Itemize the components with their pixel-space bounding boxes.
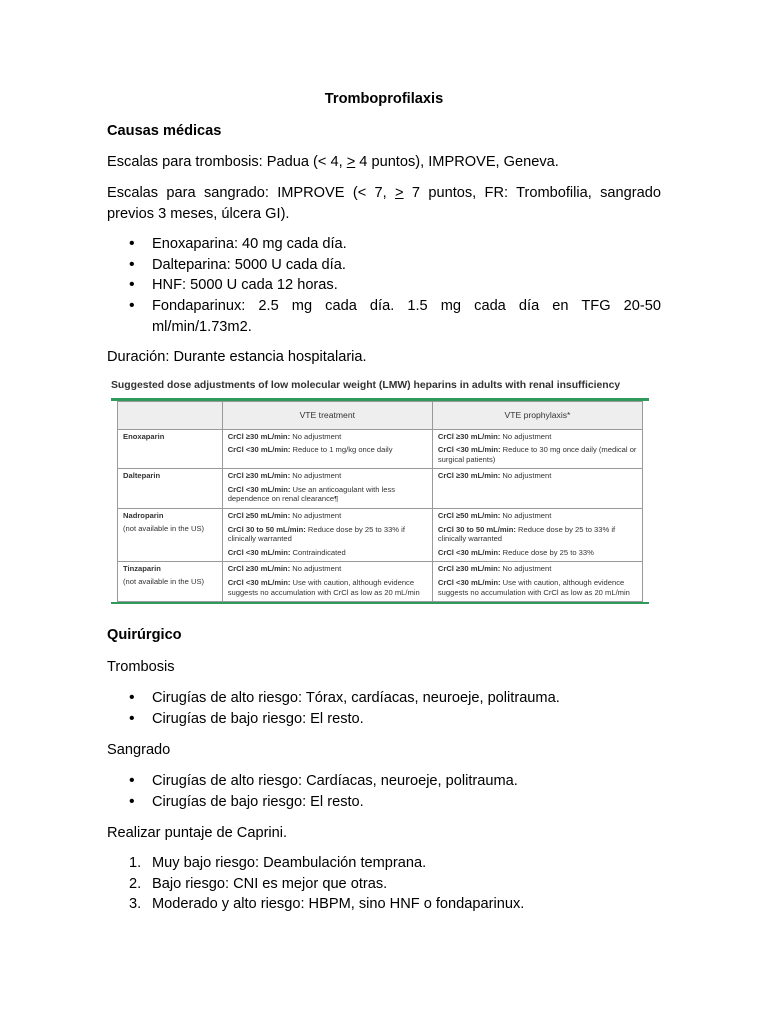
crcl-threshold: CrCl ≥30 mL/min:	[437, 431, 501, 441]
crcl-threshold: CrCl <30 mL/min:	[227, 547, 291, 557]
table-header-treatment: VTE treatment	[222, 401, 432, 429]
list-number: 1.	[129, 855, 142, 871]
drug-name: Nadroparin	[123, 511, 164, 521]
list-item	[107, 853, 661, 874]
table-cell-prophylaxis	[432, 509, 642, 562]
table-bottom-rule	[111, 602, 649, 604]
drug-availability-note: (not available in the US)	[123, 577, 205, 587]
dose-line	[228, 578, 427, 597]
caprini-paragraph: Realizar puntaje de Caprini.	[107, 825, 288, 841]
table-cell-drug	[118, 562, 223, 602]
list-item-text: Cirugías de alto riesgo: Cardíacas, neuroeje, politrauma.	[152, 773, 518, 789]
bullet-icon: •	[129, 689, 135, 706]
bullet-icon: •	[129, 255, 135, 273]
surgical-bleeding-risk-list	[107, 771, 661, 812]
bullet-icon: •	[129, 792, 135, 810]
list-item	[107, 894, 661, 915]
crcl-threshold: CrCl ≥50 mL/min:	[227, 511, 291, 521]
table-caption: Suggested dose adjustments of low molecular weight (LMW) heparins in adults with renal insufficiency	[111, 380, 621, 391]
prophylaxis-drug-list	[107, 234, 661, 338]
crcl-threshold: CrCl <30 mL/min:	[227, 578, 291, 588]
bullet-icon: •	[129, 772, 135, 789]
list-item-text: Muy bajo riesgo: Deambulación temprana.	[152, 855, 427, 871]
dose-line	[228, 548, 427, 558]
dose-instruction: No adjustment	[500, 511, 552, 521]
list-item	[107, 296, 661, 337]
crcl-threshold: CrCl ≥30 mL/min:	[227, 471, 291, 481]
dose-line	[438, 471, 637, 481]
table-header-prophylaxis: VTE prophylaxis*	[432, 401, 642, 429]
dose-line	[438, 525, 637, 544]
bullet-icon: •	[129, 235, 135, 252]
dose-instruction: No adjustment	[290, 431, 342, 441]
dose-line	[228, 511, 427, 521]
document-title: Tromboprofilaxis	[324, 91, 444, 107]
table-cell-treatment	[222, 562, 432, 602]
renal-dose-table-image	[111, 398, 649, 604]
list-item	[107, 792, 661, 813]
list-item-text: Cirugías de alto riesgo: Tórax, cardíacas, neuroeje, politrauma.	[152, 690, 560, 706]
list-number: 2.	[129, 875, 142, 892]
table-row	[118, 509, 643, 562]
table-cell-prophylaxis	[432, 562, 642, 602]
dose-line	[228, 432, 427, 442]
drug-availability-note: (not available in the US)	[123, 524, 205, 534]
table-row	[118, 562, 643, 602]
drug-name: Enoxaparin	[123, 431, 165, 441]
thrombosis-scales-paragraph: Escalas para trombosis: Padua (< 4, > 4 puntos), IMPROVE, Geneva.	[107, 154, 559, 170]
list-item-text: HNF: 5000 U cada 12 horas.	[152, 277, 338, 294]
dose-line	[438, 432, 637, 442]
list-item	[107, 771, 661, 792]
dose-instruction: Reduce to 1 mg/kg once daily	[290, 445, 393, 455]
dose-instruction: Reduce dose by 25 to 33% if clinically warranted	[227, 524, 405, 544]
crcl-threshold: CrCl 30 to 50 mL/min:	[227, 524, 306, 534]
table-cell-prophylaxis	[432, 429, 642, 469]
table-cell-drug	[118, 469, 223, 509]
crcl-threshold: CrCl <30 mL/min:	[227, 484, 291, 494]
dose-instruction: No adjustment	[290, 511, 342, 521]
dose-line	[438, 445, 637, 464]
crcl-threshold: CrCl 30 to 50 mL/min:	[437, 524, 516, 534]
dose-instruction: Reduce to 30 mg once daily (medical or surgical patients)	[437, 445, 637, 464]
list-item	[107, 234, 661, 255]
crcl-threshold: CrCl ≥30 mL/min:	[227, 564, 291, 574]
dose-line	[228, 564, 427, 574]
renal-dose-table	[117, 401, 643, 603]
list-item	[107, 275, 661, 296]
dose-line	[228, 525, 427, 544]
dose-instruction: Contraindicated	[290, 547, 346, 557]
table-row	[118, 469, 643, 509]
list-item-text: Fondaparinux: 2.5 mg cada día. 1.5 mg cada día en TFG 20-50 ml/min/1.73m2.	[152, 298, 661, 335]
caprini-steps-list	[107, 853, 661, 915]
dose-instruction: No adjustment	[500, 564, 552, 574]
crcl-threshold: CrCl <30 mL/min:	[437, 547, 501, 557]
list-item-text: Dalteparina: 5000 U cada día.	[152, 256, 346, 273]
bleeding-scales-paragraph: Escalas para sangrado: IMPROVE (< 7, > 7 puntos, FR: Trombofilia, sangrado previos 3 meses, úlcera GI).	[107, 185, 661, 222]
table-cell-treatment	[222, 429, 432, 469]
list-number: 3.	[129, 896, 142, 913]
drug-name: Dalteparin	[123, 471, 161, 481]
dose-line	[438, 564, 637, 574]
dose-line	[228, 445, 427, 455]
dose-instruction: Use with caution, although evidence suggests no accumulation with CrCl as low as 20 mL/min	[437, 578, 630, 597]
crcl-threshold: CrCl ≥30 mL/min:	[437, 471, 501, 481]
bullet-icon: •	[129, 709, 135, 727]
crcl-threshold: CrCl <30 mL/min:	[437, 445, 501, 455]
dose-instruction: Use an anticoagulant with less dependence on renal clearance¶	[227, 484, 396, 504]
section-heading-surgical: Quirúrgico	[107, 627, 182, 643]
bullet-icon: •	[129, 297, 135, 315]
surgical-thrombosis-risk-list	[107, 688, 661, 729]
table-cell-drug	[118, 509, 223, 562]
table-cell-treatment	[222, 469, 432, 509]
crcl-threshold: CrCl ≥30 mL/min:	[227, 431, 291, 441]
dose-instruction: Use with caution, although evidence suggests no accumulation with CrCl as low as 20 mL/min	[227, 578, 420, 597]
crcl-threshold: CrCl <30 mL/min:	[437, 578, 501, 588]
list-item-text: Cirugías de bajo riesgo: El resto.	[152, 710, 364, 727]
list-item-text: Moderado y alto riesgo: HBPM, sino HNF o fondaparinux.	[152, 896, 525, 913]
crcl-threshold: CrCl <30 mL/min:	[227, 445, 291, 455]
list-item-text: Enoxaparina: 40 mg cada día.	[152, 236, 347, 252]
dose-instruction: Reduce dose by 25 to 33% if clinically warranted	[437, 524, 616, 544]
dose-line	[438, 548, 637, 558]
drug-name: Tinzaparin	[123, 564, 161, 574]
crcl-threshold: CrCl ≥50 mL/min:	[437, 511, 501, 521]
section-heading-medical: Causas médicas	[107, 123, 222, 139]
duration-paragraph: Duración: Durante estancia hospitalaria.	[107, 349, 367, 365]
dose-line	[438, 578, 637, 597]
list-item-text: Cirugías de bajo riesgo: El resto.	[152, 793, 364, 810]
dose-instruction: No adjustment	[290, 564, 342, 574]
dose-instruction: No adjustment	[500, 431, 552, 441]
dose-instruction: Reduce dose by 25 to 33%	[500, 547, 594, 557]
table-row	[118, 429, 643, 469]
dose-instruction: No adjustment	[500, 471, 552, 481]
crcl-threshold: CrCl ≥30 mL/min:	[437, 564, 501, 574]
dose-line	[228, 485, 427, 504]
bleeding-label: Sangrado	[107, 742, 171, 758]
dose-instruction: No adjustment	[290, 471, 342, 481]
table-cell-treatment	[222, 509, 432, 562]
list-item	[107, 709, 661, 730]
list-item	[107, 255, 661, 276]
table-cell-prophylaxis	[432, 469, 642, 509]
table-cell-drug	[118, 429, 223, 469]
dose-line	[438, 511, 637, 521]
list-item	[107, 874, 661, 895]
list-item-text: Bajo riesgo: CNI es mejor que otras.	[152, 875, 388, 892]
dose-line	[228, 471, 427, 481]
bullet-icon: •	[129, 276, 135, 294]
thrombosis-label: Trombosis	[107, 659, 175, 675]
table-header-blank	[118, 401, 223, 429]
list-item	[107, 688, 661, 709]
